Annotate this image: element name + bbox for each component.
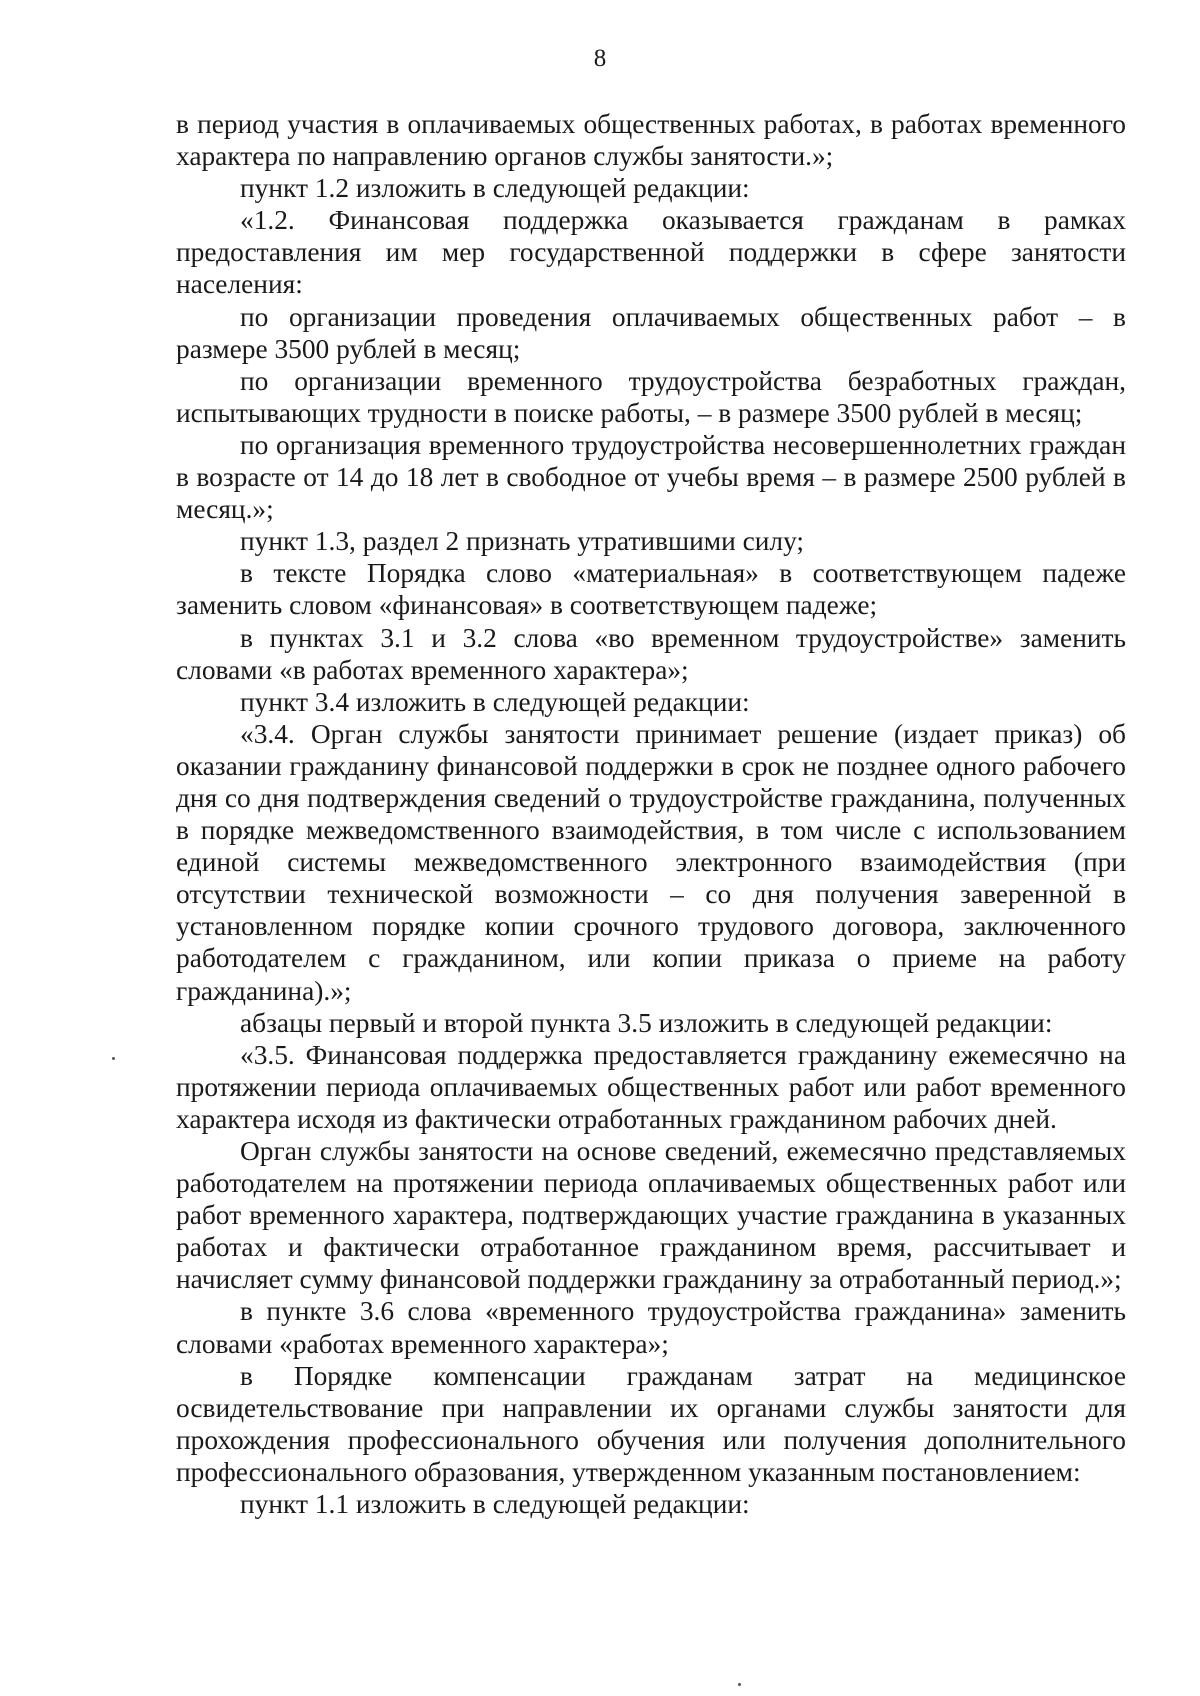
paragraph: абзацы первый и второй пункта 3.5 изложить в следующей редакции: — [240, 1007, 1053, 1038]
paragraph: «3.4. Орган службы занятости принимает решение (издает приказ) об оказании гражданину финансовой поддержки в срок не позднее одного рабочего дня со дня подтверждения сведений о трудоустройстве гражданина, полученных в порядке межведомственного взаимодействия, в том числе с использованием единой системы межведомственного электронного взаимодействия (при отсутствии технической возможности – со дня получения заверенной в установленном порядке копии срочного трудового договора, заключенного работодателем с гражданином, или копии приказа о приеме на работу гражданина).»; — [176, 718, 1126, 1006]
paragraph: по организации проведения оплачиваемых общественных работ – в размере 3500 рублей в месяц; — [176, 301, 1126, 364]
paragraph: в период участия в оплачиваемых общественных работах, в работах временного характера по направлению органов службы занятости.»; — [176, 109, 1126, 172]
scan-speck — [112, 1057, 115, 1060]
paragraph: пункт 1.1 изложить в следующей редакции: — [240, 1489, 750, 1520]
paragraph: пункт 3.4 изложить в следующей редакции: — [240, 686, 750, 717]
paragraph: по организация временного трудоустройства несовершеннолетних граждан в возрасте от 14 до 18 лет в свободное от учебы время – в размере 2500 рублей в месяц.»; — [176, 429, 1126, 525]
paragraph: по организации временного трудоустройства безработных граждан, испытывающих трудности в поиске работы, – в размере 3500 рублей в месяц; — [176, 365, 1126, 428]
paragraph: «1.2. Финансовая поддержка оказывается гражданам в рамках предоставления им мер государственной поддержки в сфере занятости населения: — [176, 205, 1126, 300]
paragraph: в пунктах 3.1 и 3.2 слова «во временном трудоустройстве» заменить словами «в работах временного характера»; — [176, 622, 1126, 685]
document-body — [176, 108, 1126, 1520]
scan-speck — [738, 1683, 741, 1686]
paragraph: Орган службы занятости на основе сведений, ежемесячно представляемых работодателем на протяжении периода оплачиваемых общественных работ или работ временного характера, подтверждающих участие гражданина в указанных работах и фактически отработанное гражданином время, рассчитывает и начисляет сумму финансовой поддержки гражданину за отработанный период.»; — [176, 1136, 1126, 1295]
paragraph: в пункте 3.6 слова «временного трудоустройства гражданина» заменить словами «работах временного характера»; — [176, 1296, 1126, 1359]
paragraph: пункт 1.3, раздел 2 признать утратившими силу; — [240, 526, 805, 557]
paragraph: в Порядке компенсации гражданам затрат на медицинское освидетельствование при направлении их органами службы занятости для прохождения профессионального обучения или получения дополнительного профессионального образования, утвержденном указанным постановлением: — [176, 1360, 1126, 1487]
paragraph: пункт 1.2 изложить в следующей редакции: — [240, 173, 750, 204]
page-number: 8 — [593, 45, 607, 72]
paragraph: в тексте Порядка слово «материальная» в соответствующем падеже заменить словом «финансовая» в соответствующем падеже; — [176, 558, 1126, 621]
paragraph: «3.5. Финансовая поддержка предоставляется гражданину ежемесячно на протяжении периода оплачиваемых общественных работ или работ временного характера исходя из фактически отработанных гражданином рабочих дней. — [176, 1039, 1126, 1134]
